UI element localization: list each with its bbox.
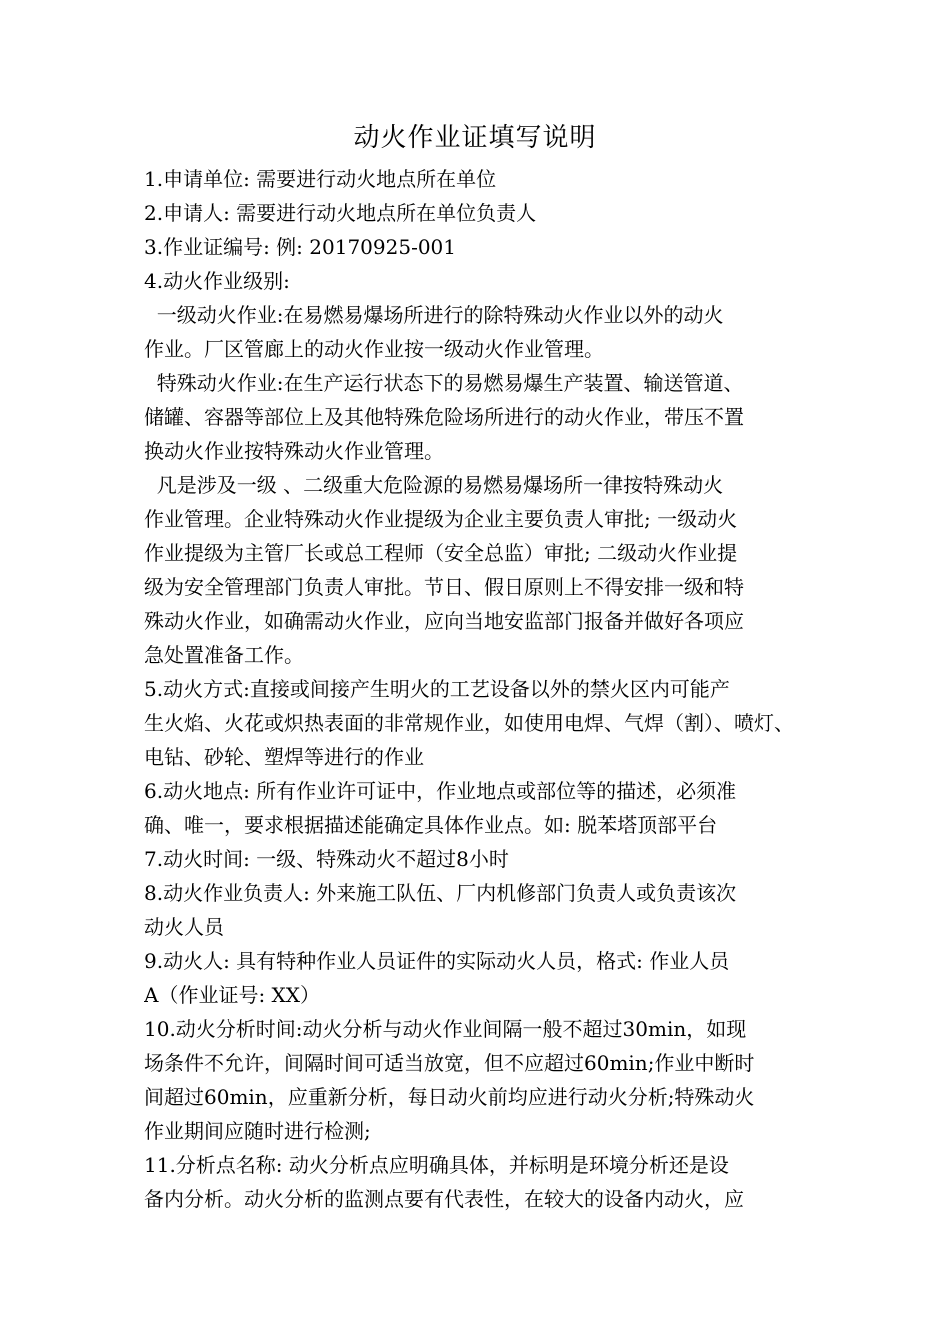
document-line: 备内分析。动火分析的监测点要有代表性，在较大的设备内动火，应 bbox=[144, 1187, 744, 1211]
document-line: 作业。厂区管廊上的动火作业按一级动火作业管理。 bbox=[144, 337, 604, 361]
document-line: 作业管理。企业特殊动火作业提级为企业主要负责人审批; 一级动火 bbox=[144, 507, 738, 531]
document-line: 6.动火地点: 所有作业许可证中，作业地点或部位等的描述，必须准 bbox=[144, 779, 737, 803]
document-line: 级为安全管理部门负责人审批。节日、假日原则上不得安排一级和特 bbox=[144, 575, 744, 599]
document-line: 动火人员 bbox=[144, 915, 224, 939]
document-line: 殊动火作业，如确需动火作业，应向当地安监部门报备并做好各项应 bbox=[144, 609, 744, 633]
document-body bbox=[144, 162, 816, 1216]
document-line: 11.分析点名称: 动火分析点应明确具体，并标明是环境分析还是设 bbox=[144, 1153, 729, 1177]
document-line: 换动火作业按特殊动火作业管理。 bbox=[144, 439, 444, 463]
document-line: 凡是涉及一级 、二级重大危险源的易燃易爆场所一律按特殊动火 bbox=[144, 473, 724, 497]
document-line: 间超过60min，应重新分析，每日动火前均应进行动火分析;特殊动火 bbox=[144, 1085, 755, 1109]
document-line: 8.动火作业负责人: 外来施工队伍、厂内机修部门负责人或负责该次 bbox=[144, 881, 737, 905]
document-line: 确、唯一，要求根据描述能确定具体作业点。如: 脱苯塔顶部平台 bbox=[144, 813, 718, 837]
document-line: 3.作业证编号: 例: 20170925-001 bbox=[144, 235, 457, 259]
document-line: 1.申请单位: 需要进行动火地点所在单位 bbox=[144, 167, 497, 191]
document-line: 2.申请人: 需要进行动火地点所在单位负责人 bbox=[144, 201, 537, 225]
document-line: 10.动火分析时间:动火分析与动火作业间隔一般不超过30min，如现 bbox=[144, 1017, 747, 1041]
document-title: 动火作业证填写说明 bbox=[353, 123, 597, 153]
document-line: 电钻、砂轮、塑焊等进行的作业 bbox=[144, 745, 424, 769]
document-line: 4.动火作业级别: bbox=[144, 269, 290, 293]
document-line: 9.动火人: 具有特种作业人员证件的实际动火人员，格式: 作业人员 bbox=[144, 949, 730, 973]
document-line: 7.动火时间: 一级、特殊动火不超过8小时 bbox=[144, 847, 509, 871]
document-line: 场条件不允许，间隔时间可适当放宽，但不应超过60min;作业中断时 bbox=[144, 1051, 755, 1075]
document-line: 作业期间应随时进行检测; bbox=[144, 1119, 371, 1143]
document-line: 储罐、容器等部位上及其他特殊危险场所进行的动火作业，带压不置 bbox=[144, 405, 744, 429]
document-line: 一级动火作业:在易燃易爆场所进行的除特殊动火作业以外的动火 bbox=[144, 303, 724, 327]
document-line: 急处置准备工作。 bbox=[144, 643, 304, 667]
document-line: 生火焰、火花或炽热表面的非常规作业，如使用电焊、气焊（割）、喷灯、 bbox=[144, 711, 794, 735]
document-line: 5.动火方式:直接或间接产生明火的工艺设备以外的禁火区内可能产 bbox=[144, 677, 730, 701]
document-line: A（作业证号: XX） bbox=[144, 983, 321, 1007]
document-line: 作业提级为主管厂长或总工程师（安全总监）审批; 二级动火作业提 bbox=[144, 541, 738, 565]
document-line: 特殊动火作业:在生产运行状态下的易燃易爆生产装置、输送管道、 bbox=[144, 371, 744, 395]
